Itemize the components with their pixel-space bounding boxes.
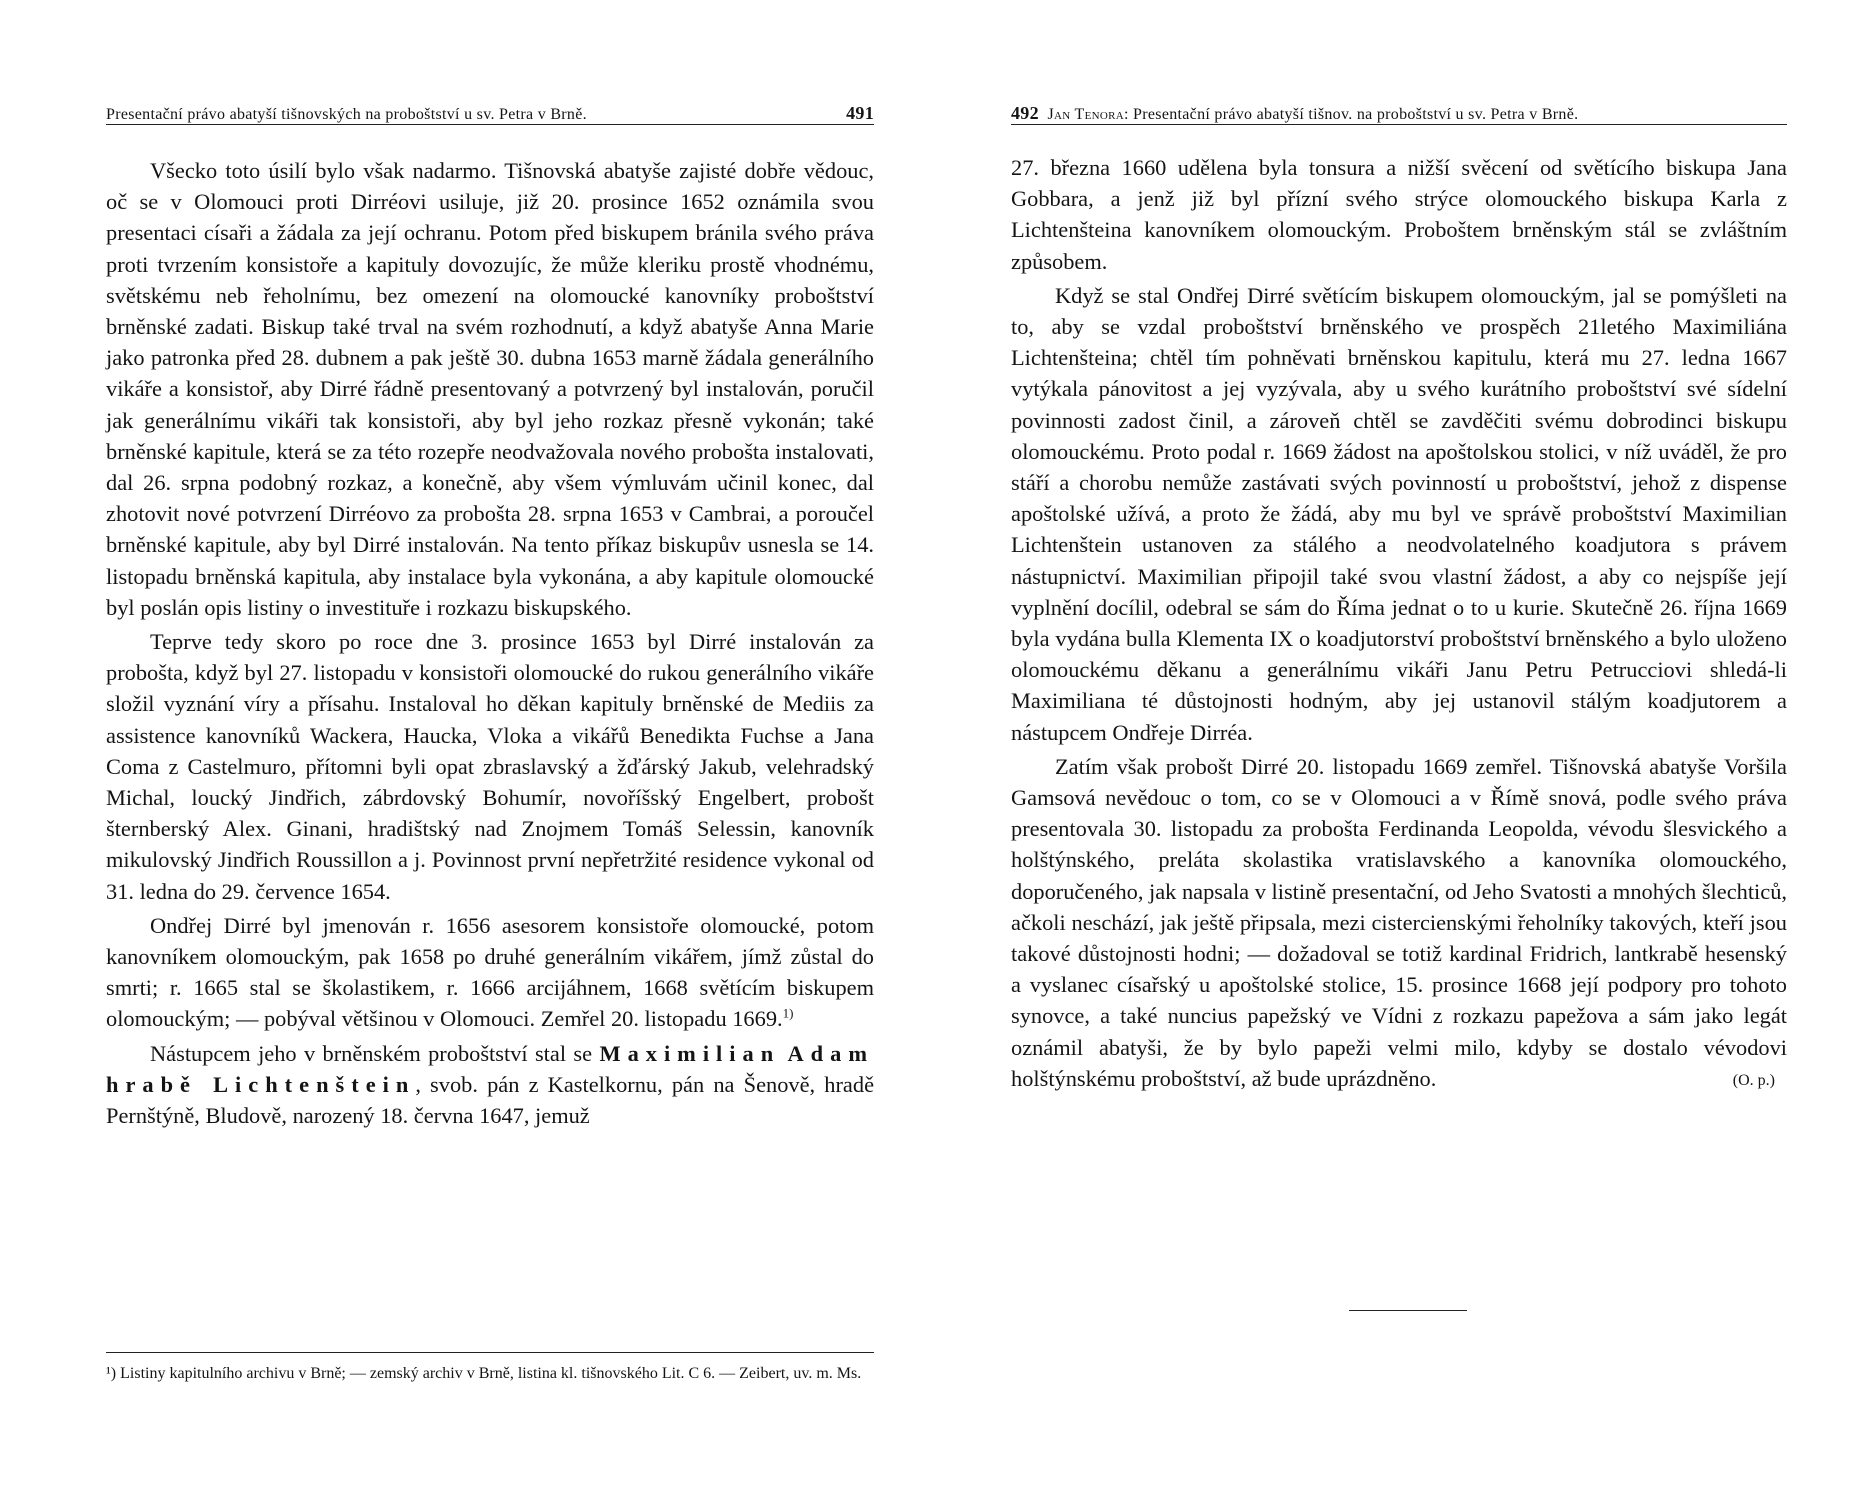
spaced-name: Adam hrabě Lichtenštein [106,1040,874,1097]
running-header-right [1011,94,1787,125]
author-name: Jan Tenora [1047,106,1125,123]
footnote-marker: 1) [782,1006,794,1022]
paragraph [106,1038,874,1132]
paragraph: Když se stal Ondřej Dirré světícím biskupem olomouckým, jal se pomýšleti na to, aby se vzdal proboštství brněnského ve prospěch 21letého Maximiliána Lichtenšteina; chtěl tím pohněvati brněnskou kapitulu, která mu 27. ledna 1667 vytýkala pánovitost a jej vyzývala, aby u svého kurátního proboštství své sídelní povinnosti zadost činil, a zároveň chtěl se zavděčiti svému dobrodinci biskupu olomouckému. Proto podal r. 1669 žádost na apoštolskou stolici, v níž uváděl, že pro stáří a chorobu nemůže zastávati svých povinností u proboštství, jehož z dispense apoštolské užívá, a proto že žádá, aby mu byl ve správě proboštství Maximilian Lichtenštein ustanoven za stálého a neodvolatelného koadjutora s právem nástupnictví. Maximilian připojil také svou vlastní žádost, a aby co nejspíše její vyplnění docílil, odebral se sám do Říma jednat o to u kurie. Skutečně 26. října 1669 byla vydána bulla Klementa IX o koadjutorství proboštství brněnského a bylo uloženo olomouckému děkanu a generálnímu vikáři Janu Petru Petrucciovi shledá-li Maximiliana té důstojnosti hodným, aby jej ustanovil stálým koadjutorem a nástupcem Ondřeje Dirréa. [1011,282,1787,745]
footnote [106,1352,874,1387]
paragraph-text: , svob. pán z Kastelkornu, pán na Šenově, hradě Pernštýně, Bludově, narozený 18. června 1647, jemuž [106,1071,875,1129]
paragraph-text: Ondřej Dirré byl jmenován r. 1656 asesorem konsistoře olomoucké, potom kanovníkem olomouckým, pak 1658 po druhé generálním vikářem, jímž zůstal do smrti; r. 1665 stal se školastikem, r. 1666 arcijáhnem, 1668 světícím biskupem olomouckým; — pobýval většinou v Olomouci. Zemřel 20. listopadu 1669. [106,912,874,1032]
running-title-right [1011,103,1578,124]
right-page [933,0,1866,1501]
continued-note: (O. p.) [1732,1072,1775,1090]
page-number-left: 491 [846,103,874,123]
running-title-text: : Presentační právo abatyší tišnov. na proboštství u sv. Petra v Brně. [1124,106,1579,123]
paragraph [106,910,874,1035]
page-number-right: 492 [1011,103,1039,123]
paragraph: Zatím však probošt Dirré 20. listopadu 1669 zemřel. Tišnovská abatyše Voršila Gamsová nevědouc o tom, co se v Olomouci a v Římě snová, podle svého práva presentovala 30. listopadu za probošta Ferdinanda Leopolda, vévodu šlesvického a holštýnského, preláta skolastika vratislavského a kanovníka olomouckého, doporučeného, jak napsala v listině presentační, od Jeho Svatosti a mnohých šlechticů, ačkoli neschází, jak ještě připsala, mezi cistercienskými řeholníky takových, kteří jsou takové důstojnosti hodni; — dožadoval se totiž kardinal Fridrich, lantkrabě hesenský a vyslanec císařský u apoštolské stolice, 15. prosince 1668 její podpory pro tohoto synovce, a také nuncius papežský ve Vídni z rozkazu papežova a sám jako legát oznámil abatyši, že by bylo papeži velmi milo, kdyby se dostalo vévodovi holštýnskému proboštství, až bude uprázdněno. [1011,753,1788,1091]
paragraph: Teprve tedy skoro po roce dne 3. prosince 1653 byl Dirré instalován za probošta, když byl 27. listopadu v konsistoři olomoucké do rukou generálního vikáře složil vyznání víry a přísahu. Instaloval ho děkan kapituly brněnské de Mediis za assistence kanovníků Wackera, Haucka, Vloka a vikářů Benedikta Fuchse a Jana Coma z Castelmuro, přítomni byli opat zbraslavský a žďárský Jakub, velehradský Michal, loucký Jindřich, zábrdovský Bohumír, novoříšský Engelbert, probošt šternberský Alex. Ginani, hradištský nad Znojmem Tomáš Selessin, kanovník mikulovský Jindřich Roussillon a j. Povinnost první nepřetržité residence vykonal od 31. ledna do 29. července 1654. [106,629,874,904]
paragraph: Všecko toto úsilí bylo však nadarmo. Tišnovská abatyše zajisté dobře vědouc, oč se v Olomouci proti Dirréovi usiluje, již 20. prosince 1652 oznámila svou presentaci císaři a žádala za její ochranu. Potom před biskupem bránila svého práva proti tvrzením konsistoře a kapituly dovozujíc, že může kleriku prostě vhodnému, světskému neb řeholnímu, bez omezení na olomoucké kanovníky proboštství brněnské zadati. Biskup také trval na svém rozhodnutí, a když abatyše Anna Marie jako patronka před 28. dubnem a pak ještě 30. dubna 1653 marně žádala generálního vikáře a konsistoř, aby Dirré řádně presentovaný a potvrzený byl instalován, poručil jak generálnímu vikáři tak konsistoři, aby byl jeho rozkaz přesně vykonán; také brněnské kapitule, která se za této rozepře neodvažovala nového probošta instalovati, dal 26. srpna podobný rozkaz, a konečně, aby všem výmluvám učinil konec, dal zhotovit nové potvrzení Dirréovo za probošta 28. srpna 1653 v Cambrai, a poroučel brněnské kapitule, aby byl Dirré instalován. Na tento příkaz biskupův usnesla se 14. listopadu brněnská kapitula, aby instalace byla vykonána, a aby kapitule olomoucké byl poslán opis listiny o investituře i rozkazu biskupského. [106,158,874,620]
paragraph: 27. března 1660 udělena byla tonsura a nižší svěcení od světícího biskupa Jana Gobbara, a jenž již byl přízní svého strýce olomouckého biskupa Karla z Lichtenšteina kanovníkem olomouckým. Proboštem brněnským stál se zvláštním způsobem. [1011,155,1787,274]
body-text-left [106,152,874,1131]
paragraph-text: Nástupcem jeho v brněnském proboštství stal se [150,1040,593,1066]
body-text-right [1011,152,1787,1096]
footnote-text: ¹) Listiny kapitulního archivu v Brně; — zemský archiv v Brně, listina kl. tišnovského Lit. C 6. — Zeibert, uv. m. Ms. [106,1365,862,1382]
running-header-left [106,94,874,125]
end-rule [1349,1310,1467,1311]
spaced-name: Maximilian [599,1040,781,1066]
running-title-left: Presentační právo abatyší tišnovských na proboštství u sv. Petra v Brně. [106,106,587,123]
